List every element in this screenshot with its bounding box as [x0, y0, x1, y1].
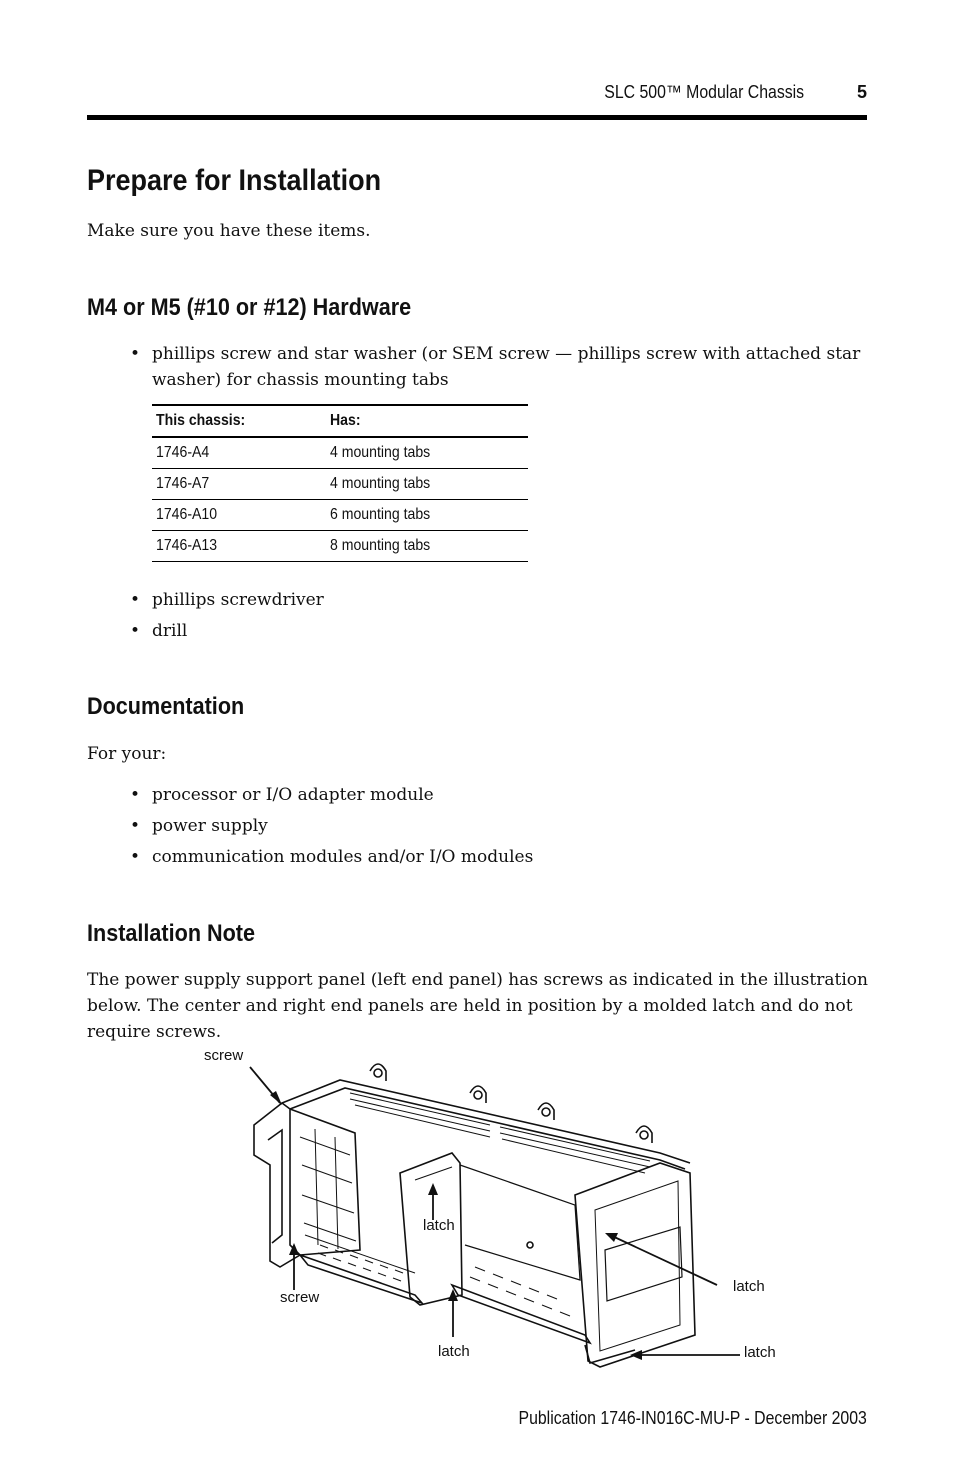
list-item-text: drill: [152, 621, 188, 641]
table-cell: 4 mounting tabs: [326, 469, 528, 500]
hardware-heading: M4 or M5 (#10 or #12) Hardware: [87, 294, 412, 321]
callout-latch-right-top: latch: [733, 1278, 765, 1295]
page-number: 5: [856, 82, 867, 102]
mounting-tabs-table: [152, 404, 528, 562]
column-header: This chassis:: [152, 405, 326, 437]
table-cell: 1746-A7: [152, 469, 326, 500]
bullet-icon: •: [130, 590, 141, 610]
list-item-text: communication modules and/or I/O modules: [152, 847, 534, 867]
callout-latch-center-top: latch: [423, 1217, 455, 1234]
table-header-row: [152, 405, 528, 437]
table-row: [152, 500, 528, 531]
list-item-text: processor or I/O adapter module: [152, 785, 434, 805]
chassis-drawing: [190, 1045, 810, 1385]
table-cell: 1746-A4: [152, 437, 326, 469]
table-row: [152, 469, 528, 500]
bullet-icon: •: [130, 816, 141, 836]
page-title: Prepare for Installation: [87, 164, 382, 197]
callout-screw-top: screw: [204, 1047, 244, 1064]
callout-latch-center-bottom: latch: [438, 1343, 470, 1360]
table-cell: 1746-A10: [152, 500, 326, 531]
table-row: [152, 437, 528, 469]
table-cell: 1746-A13: [152, 531, 326, 562]
intro-text: Make sure you have these items.: [87, 221, 371, 241]
callout-latch-right-bottom: latch: [744, 1344, 776, 1361]
installation-note-heading: Installation Note: [87, 920, 256, 947]
table-cell: 8 mounting tabs: [326, 531, 528, 562]
running-header: SLC 500™ Modular Chassis: [604, 82, 804, 102]
table-cell: 6 mounting tabs: [326, 500, 528, 531]
callout-screw-bottom: screw: [280, 1289, 320, 1306]
table-row: [152, 531, 528, 562]
header-rule: [87, 115, 867, 120]
bullet-icon: •: [130, 621, 141, 641]
list-item-text: power supply: [152, 816, 268, 836]
bullet-icon: •: [130, 847, 141, 867]
list-item-text: phillips screwdriver: [152, 590, 324, 610]
documentation-lead: For your:: [87, 744, 167, 764]
list-item-text: phillips screw and star washer (or SEM screw — phillips screw with attached star washer) for chassis mounting tabs: [152, 344, 861, 390]
installation-note-body: The power supply support panel (left end panel) has screws as indicated in the illustration below. The center and right end panels are held in position by a molded latch and do not require screws.: [87, 970, 868, 1042]
publication-footer: Publication 1746-IN016C-MU-P - December 2003: [518, 1408, 867, 1428]
bullet-icon: •: [130, 785, 141, 805]
bullet-icon: •: [130, 344, 141, 364]
documentation-heading: Documentation: [87, 693, 245, 720]
column-header: Has:: [326, 405, 528, 437]
chassis-illustration: [190, 1045, 810, 1385]
table-cell: 4 mounting tabs: [326, 437, 528, 469]
